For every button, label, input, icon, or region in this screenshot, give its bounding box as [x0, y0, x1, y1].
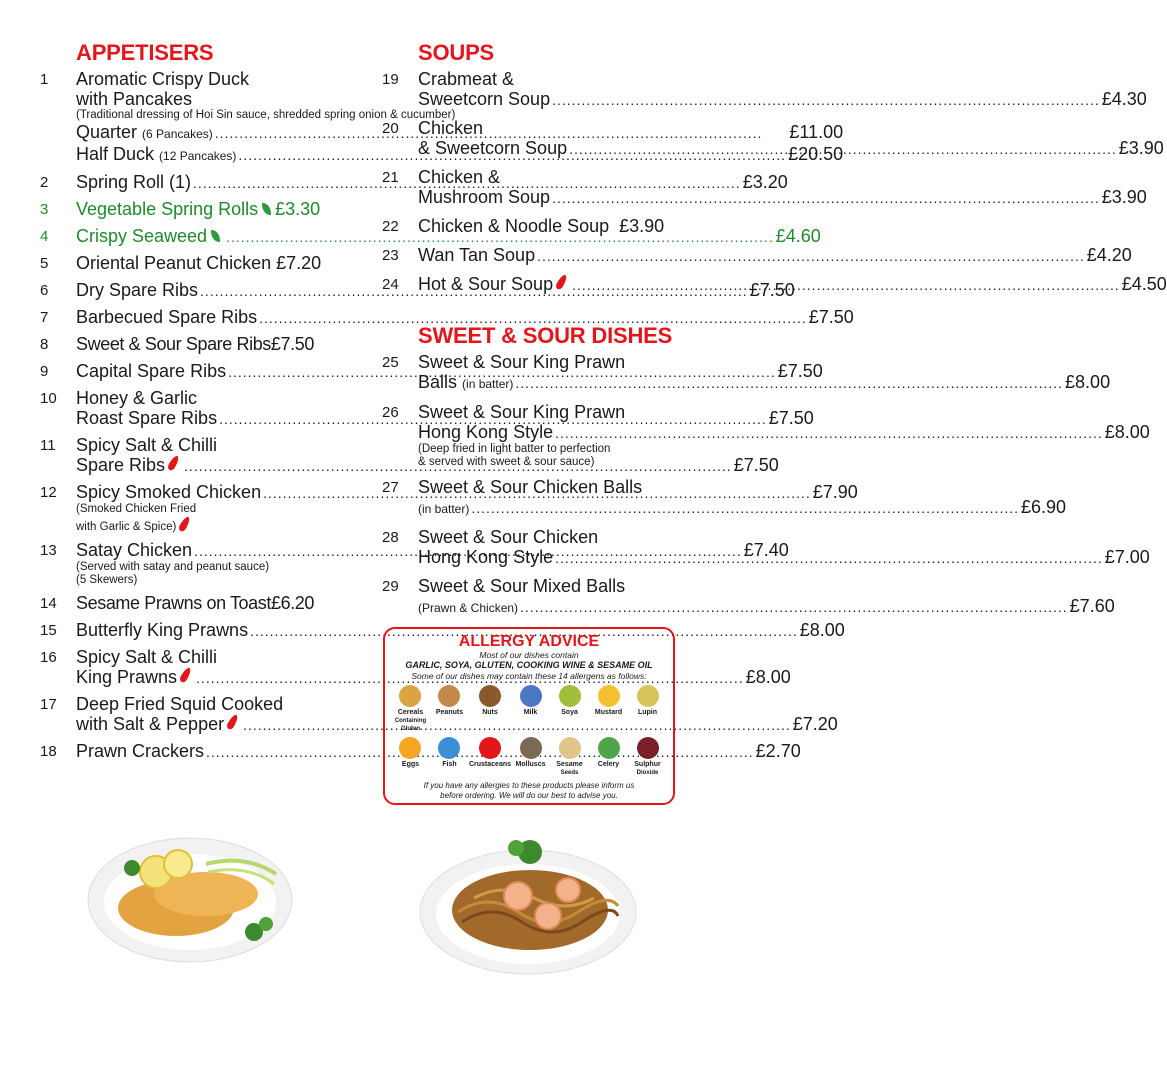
item-note: (12 Pancakes) — [159, 149, 237, 163]
item-name: Chicken — [418, 118, 484, 138]
item-name: Spicy Salt & Chilli — [76, 435, 218, 455]
item-price: £7.00 — [1104, 547, 1150, 567]
menu-item — [382, 216, 680, 237]
allergen-item — [391, 737, 430, 777]
allergen-item — [469, 737, 511, 777]
item-price: £8.00 — [1065, 372, 1111, 392]
item-price: £8.00 — [1104, 422, 1150, 442]
item-number: 16 — [40, 649, 57, 666]
menu-item — [40, 741, 801, 762]
menu-item — [382, 69, 1147, 110]
item-price: £6.90 — [1021, 497, 1067, 517]
item-name: Roast Spare Ribs — [76, 408, 218, 428]
item-note: (Smoked Chicken Fried — [76, 503, 197, 515]
item-name: Satay Chicken — [76, 540, 193, 560]
item-name: & Sweetcorn Soup — [418, 138, 568, 158]
item-note: (Served with satay and peanut sauce) — [76, 561, 270, 573]
allergen-item — [430, 685, 469, 733]
item-number: 26 — [382, 404, 399, 421]
allergy-footnote: before ordering. We will do our best to advise you. — [440, 791, 618, 800]
item-price: £7.20 — [276, 253, 322, 273]
item-name: Capital Spare Ribs — [76, 361, 227, 381]
item-price: £7.50 — [733, 455, 779, 475]
item-number: 11 — [40, 437, 56, 454]
allergen-item — [628, 685, 667, 733]
allergen-name: Sulphur — [634, 761, 661, 768]
allergen-item — [550, 685, 589, 733]
allergen-name: Cereals — [397, 709, 424, 716]
item-price: £4.30 — [1101, 89, 1147, 109]
menu-item — [382, 245, 1132, 266]
item-number: 23 — [382, 247, 399, 264]
allergen-name: Fish — [442, 761, 457, 768]
item-note: (Deep fried in light batter to perfection — [418, 443, 611, 455]
item-price: £4.60 — [775, 226, 821, 246]
soya-icon — [559, 685, 581, 707]
item-name: Sweet & Sour Chicken Balls — [418, 477, 643, 497]
sweet-sour-title: SWEET & SOUR DISHES — [418, 323, 673, 348]
item-price: £4.20 — [1086, 245, 1132, 265]
item-name: Sesame Prawns on Toast — [76, 593, 271, 613]
milk-icon — [520, 685, 542, 707]
item-number: 2 — [40, 174, 49, 191]
allergy-title: ALLERGY ADVICE — [458, 633, 600, 650]
noodles-prawns-dish-image — [418, 832, 638, 980]
item-price: £3.20 — [742, 172, 788, 192]
menu-item — [40, 620, 845, 641]
item-name: Quarter — [76, 122, 138, 142]
allergen-name: Lupin — [637, 709, 658, 716]
item-price: £8.00 — [799, 620, 845, 640]
item-name: King Prawns — [76, 667, 178, 687]
item-price: £6.20 — [270, 593, 315, 613]
item-price: £4.50 — [1121, 274, 1167, 294]
item-number: 12 — [40, 484, 57, 501]
allergen-subname: Dioxide — [636, 770, 659, 776]
item-name: Spare Ribs — [76, 455, 166, 475]
allergen-name: Nuts — [482, 709, 498, 716]
allergen-name: Molluscs — [515, 761, 546, 768]
item-price: £20.50 — [788, 144, 844, 164]
item-number: 9 — [40, 363, 49, 380]
item-name: Hong Kong Style — [418, 547, 554, 567]
item-number: 15 — [40, 622, 57, 639]
item-name: Crispy Seaweed — [76, 226, 208, 246]
item-price: £7.60 — [1069, 596, 1115, 616]
item-name: Prawn Crackers — [76, 741, 205, 761]
allergen-item — [391, 685, 430, 733]
chili-icon — [226, 713, 240, 730]
allergen-grid — [391, 685, 667, 777]
item-price: £3.90 — [1118, 138, 1164, 158]
item-name: Honey & Garlic — [76, 388, 198, 408]
item-name: Sweet & Sour Chicken — [418, 527, 599, 547]
item-name: Mushroom Soup — [418, 187, 551, 207]
allergen-name: Sesame — [556, 761, 583, 768]
menu-item — [40, 307, 854, 328]
allergen-subname: Containing Gluten — [394, 718, 427, 732]
molluscs-icon — [520, 737, 542, 759]
item-name: Dry Spare Ribs — [76, 280, 199, 300]
allergen-name: Celery — [597, 761, 620, 768]
item-number: 3 — [40, 201, 49, 218]
item-name: Sweetcorn Soup — [418, 89, 551, 109]
allergen-item — [628, 737, 667, 777]
item-number: 18 — [40, 743, 57, 760]
item-number: 14 — [40, 595, 57, 612]
item-number: 4 — [40, 228, 49, 245]
mustard-icon — [598, 685, 620, 707]
celery-icon — [598, 737, 620, 759]
item-price: £3.90 — [1101, 187, 1147, 207]
item-name: Spicy Smoked Chicken — [76, 482, 262, 502]
vegetarian-leaf-icon — [262, 203, 271, 215]
item-name: Spring Roll (1) — [76, 172, 192, 192]
item-number: 5 — [40, 255, 49, 272]
peanuts-icon — [438, 685, 460, 707]
item-name: Aromatic Crispy Duck — [76, 69, 250, 89]
fish-icon — [438, 737, 460, 759]
item-price: £2.70 — [755, 741, 801, 761]
allergen-item — [511, 685, 550, 733]
item-price: £7.20 — [792, 714, 838, 734]
item-note: (Prawn & Chicken) — [418, 601, 519, 615]
item-name: Chicken & Noodle Soup — [418, 216, 610, 236]
item-price: £7.90 — [812, 482, 858, 502]
allergen-item — [589, 685, 628, 733]
item-name: Wan Tan Soup — [418, 245, 536, 265]
chili-icon — [167, 454, 181, 471]
item-note: (Traditional dressing of Hoi Sin sauce, shredded spring onion & cucumber) — [76, 109, 456, 121]
chili-icon — [555, 273, 569, 290]
item-name: Balls — [418, 372, 458, 392]
item-price: £11.00 — [789, 122, 844, 142]
item-name: Crabmeat & — [418, 69, 515, 89]
item-number: 21 — [382, 169, 399, 186]
item-price: £3.90 — [619, 216, 665, 236]
allergen-subname: Seeds — [560, 770, 579, 776]
item-number: 10 — [40, 390, 57, 407]
item-number: 17 — [40, 696, 57, 713]
item-number: 24 — [382, 276, 399, 293]
allergen-item — [430, 737, 469, 777]
chili-icon — [179, 666, 193, 683]
allergy-text: Some of our dishes may contain these 14 allergens as follows: — [411, 671, 647, 681]
item-price: £7.40 — [743, 540, 789, 560]
item-name: Hong Kong Style — [418, 422, 554, 442]
item-note: (6 Pancakes) — [142, 127, 213, 141]
allergen-item — [589, 737, 628, 777]
item-price: £7.50 — [270, 334, 314, 354]
allergen-name: Crustaceans — [468, 761, 512, 768]
allergen-item — [550, 737, 589, 777]
item-price: £7.50 — [808, 307, 854, 327]
item-number: 13 — [40, 542, 57, 559]
allergy-text: Most of our dishes contain — [479, 650, 579, 660]
item-note: (5 Skewers) — [76, 574, 138, 586]
appetisers-title: APPETISERS — [76, 40, 214, 65]
item-name: Barbecued Spare Ribs — [76, 307, 258, 327]
item-number: 1 — [40, 71, 49, 88]
menu-item — [382, 576, 1115, 618]
item-name: Sweet & Sour Spare Ribs — [76, 334, 271, 354]
menu-item — [40, 253, 338, 274]
sesame-icon — [559, 737, 581, 759]
item-number: 6 — [40, 282, 49, 299]
allergen-name: Peanuts — [435, 709, 464, 716]
item-name: Sweet & Sour King Prawn — [418, 402, 626, 422]
item-number: 25 — [382, 354, 399, 371]
item-number: 22 — [382, 218, 399, 235]
item-note: & served with sweet & sour sauce) — [418, 456, 595, 468]
item-name: Oriental Peanut Chicken — [76, 253, 272, 273]
chili-icon — [178, 515, 192, 532]
item-name: Spicy Salt & Chilli — [76, 647, 218, 667]
item-price: £7.50 — [749, 280, 795, 300]
menu-item — [40, 593, 338, 614]
allergy-text: GARLIC, SOYA, GLUTEN, COOKING WINE & SESAME OIL — [405, 660, 653, 670]
allergen-name: Soya — [561, 709, 578, 716]
item-number: 19 — [382, 71, 399, 88]
allergen-name: Milk — [523, 709, 538, 716]
eggs-icon — [399, 737, 421, 759]
item-note: (in batter) — [418, 502, 470, 516]
item-name: Half Duck — [76, 144, 155, 164]
item-number: 29 — [382, 578, 399, 595]
menu-item — [40, 334, 338, 355]
lupin-icon — [637, 685, 659, 707]
nuts-icon — [479, 685, 501, 707]
item-name: Butterfly King Prawns — [76, 620, 249, 640]
vegetarian-leaf-icon — [211, 230, 220, 242]
soups-title: SOUPS — [418, 40, 495, 65]
item-note: (in batter) — [462, 377, 514, 391]
item-price: £7.50 — [768, 408, 814, 428]
item-name: with Pancakes — [76, 89, 193, 109]
sulphur-icon — [637, 737, 659, 759]
allergy-advice-box — [383, 627, 675, 805]
cereals-icon — [399, 685, 421, 707]
item-number: 20 — [382, 120, 399, 137]
allergen-name: Eggs — [401, 761, 420, 768]
item-name: with Salt & Pepper — [76, 714, 225, 734]
item-number: 8 — [40, 336, 49, 353]
allergy-footnote: If you have any allergies to these products please inform us — [423, 781, 635, 790]
item-number: 7 — [40, 309, 49, 326]
item-price: £7.50 — [777, 361, 823, 381]
allergen-item — [469, 685, 511, 733]
allergen-item — [511, 737, 550, 777]
allergen-name: Mustard — [594, 709, 623, 716]
item-name: Hot & Sour Soup — [418, 274, 554, 294]
item-number: 28 — [382, 529, 399, 546]
item-note: with Garlic & Spice) — [76, 521, 177, 533]
item-name: Sweet & Sour King Prawn — [418, 352, 626, 372]
item-name: Sweet & Sour Mixed Balls — [418, 576, 626, 596]
item-price: £8.00 — [745, 667, 791, 687]
fried-chicken-dish-image — [86, 828, 294, 966]
item-price: £3.30 — [275, 199, 321, 219]
menu-item — [40, 199, 338, 220]
item-number: 27 — [382, 479, 399, 496]
item-name: Vegetable Spring Rolls — [76, 199, 259, 219]
item-name: Deep Fried Squid Cooked — [76, 694, 284, 714]
item-name: Chicken & — [418, 167, 501, 187]
crustaceans-icon — [479, 737, 501, 759]
